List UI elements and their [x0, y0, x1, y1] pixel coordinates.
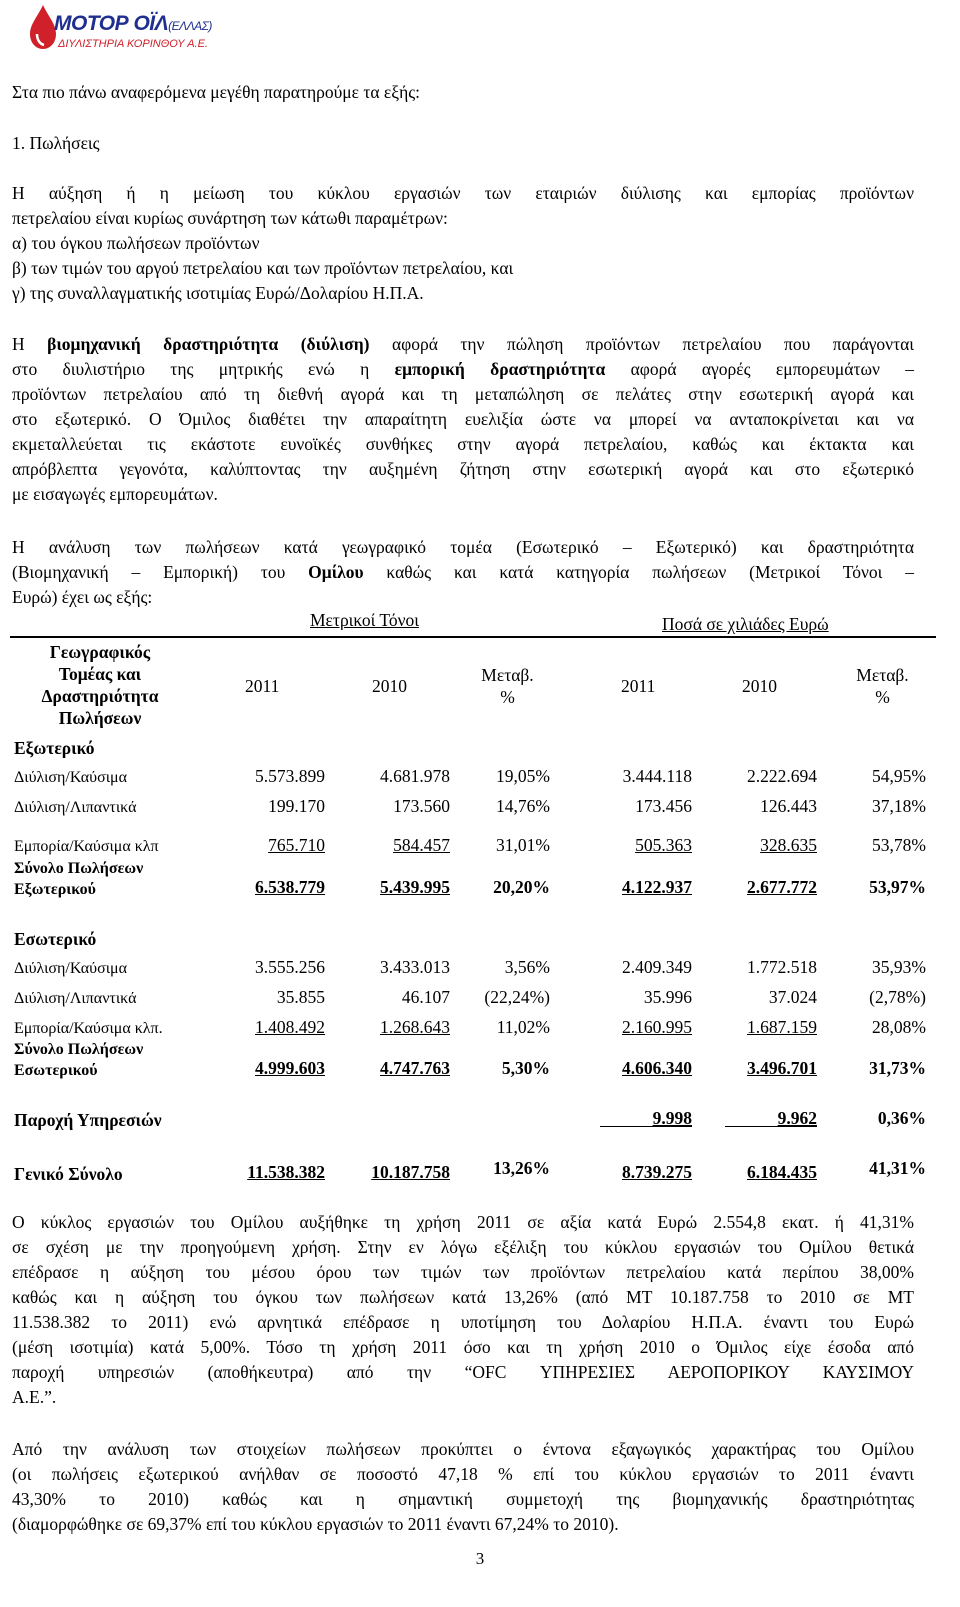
cell-tonnes-2011: 35.855: [276, 987, 325, 1007]
cell-tonnes-2011: 1.408.492: [255, 1017, 325, 1037]
row-label-grand-total: Γενικό Σύνολο: [14, 1164, 123, 1184]
section-foreign: Εξωτερικό: [14, 738, 95, 758]
cell-tonnes-change: 19,05%: [496, 766, 550, 786]
cell-tonnes-2010: 3.433.013: [380, 957, 450, 977]
cell-euro-2010: 126.443: [760, 796, 817, 816]
paragraph-line: καθώς και η αύξηση του όγκου των πωλήσεων κατά 13,26% (από ΜΤ 10.187.758 το 2010 σε ΜΤ: [12, 1287, 914, 1307]
page-number: 3: [475, 1549, 485, 1568]
cell-euro-change: 53,78%: [872, 835, 926, 855]
cell-tonnes-2010: 173.560: [393, 796, 450, 816]
cell-euro-2010: 9.962: [777, 1108, 817, 1128]
cell-euro-2011: 35.996: [643, 987, 692, 1007]
paragraph-line: σε σχέση με την προηγούμενη χρήση. Στην εν λόγω εξέλιξη του κύκλου εργασιών του Ομίλου θετικά: [12, 1237, 914, 1257]
cell-euro-2011: 3.444.118: [622, 766, 692, 786]
logo-title: ΜΟΤΟΡ ΟΪΛ(ΕΛΛΑΣ): [54, 12, 212, 35]
table-top-rule: [10, 636, 936, 638]
row-label-services: Παροχή Υπηρεσιών: [14, 1110, 162, 1130]
row-label: Διύλιση/Καύσιμα: [14, 960, 127, 977]
row-label-subtotal: Σύνολο Πωλήσεων Εσωτερικού: [14, 1041, 144, 1079]
cell-tonnes-2010: 10.187.758: [371, 1162, 450, 1182]
cell-tonnes-2010: 4.681.978: [380, 766, 450, 786]
paragraph-line: παροχή υπηρεσιών (αποθήκευτρα) από την “OFC ΥΠΗΡΕΣΙΕΣ ΑΕΡΟΠΟΡΙΚΟΥ ΚΑΥΣΙΜΟΥ: [12, 1362, 914, 1382]
paragraph-line: προϊόντων πετρελαίου από τη διεθνή αγορά και τη μεταπώληση σε πελάτες στην εσωτερική αγορά και: [12, 384, 914, 404]
paragraph-4: [12, 1210, 914, 1410]
group-header-euro: Ποσά σε χιλιάδες Ευρώ: [662, 614, 829, 634]
cell-tonnes-change: 20,20%: [493, 877, 550, 897]
paragraph-line: στο εξωτερικό. Ο Όμιλος διαθέτει την απαραίτητη ευελιξία ώστε να μπορεί να ανταποκρίνεται και να: [12, 409, 914, 429]
paragraph-line: 11.538.382 το 2011) ενώ αρνητικά επέδρασε η υποτίμηση του Δολαρίου Η.Π.Α. έναντι του Ευρώ: [12, 1312, 914, 1332]
paragraph-line: Η ανάλυση των πωλήσεων κατά γεωγραφικό τομέα (Εσωτερικό – Εξωτερικό) και δραστηριότητα: [12, 537, 914, 557]
col-header-tonnes-2010: 2010: [372, 676, 407, 696]
cell-euro-2010: 2.222.694: [747, 766, 817, 786]
cell-euro-2011: 8.739.275: [622, 1162, 692, 1182]
row-label-subtotal: Σύνολο Πωλήσεων Εξωτερικού: [14, 860, 144, 898]
cell-euro-2011: 4.122.937: [622, 877, 692, 897]
cell-euro-2010: 37.024: [768, 987, 817, 1007]
cell-euro-change: 41,31%: [869, 1158, 926, 1178]
cell-euro-2011: 505.363: [635, 835, 692, 855]
paragraph-line: απρόβλεπτα γεγονότα, καλύπτοντας την αυξημένη ζήτηση στην εσωτερική αγορά και στο εξωτερικό: [12, 459, 914, 479]
paragraph-line: Ευρώ) έχει ως εξής:: [12, 587, 153, 607]
cell-tonnes-change: 3,56%: [504, 957, 550, 977]
cell-tonnes-2011: 5.573.899: [255, 766, 325, 786]
paragraph-line: Η αύξηση ή η μείωση του κύκλου εργασιών των εταιριών διύλισης και εμπορίας προϊόντων: [12, 183, 914, 203]
cell-tonnes-change: 11,02%: [496, 1017, 550, 1037]
paragraph-line: γ) της συναλλαγματικής ισοτιμίας Ευρώ/Δολαρίου Η.Π.Α.: [12, 283, 424, 303]
cell-tonnes-2011: 6.538.779: [255, 877, 325, 897]
paragraph-line: (Βιομηχανική – Εμπορική) του Ομίλου καθώς και κατά κατηγορία πωλήσεων (Μετρικοί Τόνοι –: [12, 562, 914, 582]
paragraph-line: Από την ανάλυση των στοιχείων πωλήσεων προκύπτει ο έντονα εξαγωγικός χαρακτήρας του Ομίλου: [12, 1439, 914, 1459]
cell-tonnes-change: (22,24%): [484, 987, 550, 1007]
cell-tonnes-2011: 3.555.256: [255, 957, 325, 977]
logo-subtitle: ΔΙΥΛΙΣΤΗΡΙΑ ΚΟΡΙΝΘΟΥ Α.Ε.: [58, 38, 208, 50]
paragraph-3: [12, 535, 914, 610]
cell-euro-change: (2,78%): [869, 987, 926, 1007]
cell-euro-2010: 2.677.772: [747, 877, 817, 897]
company-logo: [28, 4, 218, 52]
paragraph-line: εκμεταλλεύεται τις εκάστοτε ευνοϊκές συνθήκες στην αγορά πετρελαίου, καθώς και έκτακτα και: [12, 434, 914, 454]
paragraph-line: με εισαγωγές εμπορευμάτων.: [12, 484, 218, 504]
row-label: Εμπορία/Καύσιμα κλπ: [14, 838, 159, 855]
paragraph-2: [12, 332, 914, 507]
cell-tonnes-2010: 584.457: [393, 835, 450, 855]
row-label: Διύλιση/Καύσιμα: [14, 769, 127, 786]
paragraph-line: 43,30% το 2010) καθώς και η σημαντική συμμετοχή της βιομηχανικής δραστηριότητας: [12, 1489, 914, 1509]
paragraph-5: [12, 1437, 914, 1537]
cell-euro-change: 37,18%: [872, 796, 926, 816]
cell-tonnes-change: 5,30%: [501, 1058, 550, 1078]
cell-euro-change: 54,95%: [872, 766, 926, 786]
col-header-tonnes-change: Μεταβ. %: [481, 665, 534, 707]
cell-euro-2010: 328.635: [760, 835, 817, 855]
paragraph-line: στο διυλιστήριο της μητρικής ενώ η εμπορική δραστηριότητα αφορά αγορές εμπορευμάτων –: [12, 359, 915, 379]
cell-tonnes-2011: 4.999.603: [255, 1058, 325, 1078]
cell-euro-change: 0,36%: [877, 1108, 926, 1128]
cell-tonnes-change: 31,01%: [496, 835, 550, 855]
row-label: Διύλιση/Λιπαντικά: [14, 799, 137, 816]
cell-euro-2010: 3.496.701: [747, 1058, 817, 1078]
cell-euro-2010: 6.184.435: [747, 1162, 817, 1182]
paragraph-line: Α.Ε.”.: [12, 1387, 57, 1407]
col-header-tonnes-2011: 2011: [245, 676, 280, 696]
paragraph-line: β) των τιμών του αργού πετρελαίου και των προϊόντων πετρελαίου, και: [12, 258, 514, 278]
col-header-euro-2011: 2011: [621, 676, 656, 696]
row-label: Εμπορία/Καύσιμα κλπ.: [14, 1020, 163, 1037]
paragraph-line: επέδρασε η αύξηση του μέσου όρου των τιμών των προϊόντων πετρελαίου κατά περίπου 38,00%: [12, 1262, 914, 1282]
cell-euro-2011: 2.160.995: [622, 1017, 692, 1037]
cell-tonnes-2010: 46.107: [401, 987, 450, 1007]
cell-tonnes-change: 13,26%: [493, 1158, 550, 1178]
cell-euro-2011: 4.606.340: [622, 1058, 692, 1078]
col-header-euro-change: Μεταβ. %: [856, 665, 909, 707]
paragraph-line: πετρελαίου είναι κυρίως συνάρτηση των κάτωθι παραμέτρων:: [12, 208, 448, 228]
cell-tonnes-change: 14,76%: [496, 796, 550, 816]
paragraph-line: (οι πωλήσεις εξωτερικού ανήλθαν σε ποσοστό 47,18 % επί του κύκλου εργασιών το 2011 έναντι: [12, 1464, 914, 1484]
paragraph-line: Ο κύκλος εργασιών του Ομίλου αυξήθηκε τη χρήση 2011 σε αξία κατά Ευρώ 2.554,8 εκατ. ή 41,31%: [12, 1212, 914, 1232]
group-header-tonnes: Μετρικοί Τόνοι: [310, 610, 419, 630]
paragraph-line: α) του όγκου πωλήσεων προϊόντων: [12, 233, 260, 253]
cell-tonnes-2010: 1.268.643: [380, 1017, 450, 1037]
cell-tonnes-2011: 11.538.382: [247, 1162, 325, 1182]
cell-euro-2011: 2.409.349: [622, 957, 692, 977]
cell-euro-change: 53,97%: [869, 877, 926, 897]
cell-tonnes-2011: 199.170: [268, 796, 325, 816]
col-header-euro-2010: 2010: [742, 676, 777, 696]
cell-euro-change: 31,73%: [869, 1058, 926, 1078]
cell-euro-change: 35,93%: [872, 957, 926, 977]
paragraph-1: [12, 181, 914, 306]
cell-euro-2010: 1.772.518: [747, 957, 817, 977]
cell-tonnes-2010: 4.747.763: [380, 1058, 450, 1078]
paragraph-line: (διαμορφώθηκε σε 69,37% επί του κύκλου εργασιών το 2011 έναντι 67,24% το 2010).: [12, 1514, 619, 1534]
cell-tonnes-2011: 765.710: [268, 835, 325, 855]
cell-euro-change: 28,08%: [872, 1017, 926, 1037]
cell-euro-2010: 1.687.159: [747, 1017, 817, 1037]
header-left: Γεωγραφικός Τομέας και Δραστηριότητα Πωλήσεων: [41, 642, 159, 728]
row-label: Διύλιση/Λιπαντικά: [14, 990, 137, 1007]
section-domestic: Εσωτερικό: [14, 929, 97, 949]
cell-tonnes-2010: 5.439.995: [380, 877, 450, 897]
section-heading: 1. Πωλήσεις: [12, 133, 100, 153]
paragraph-line: (μέση ισοτιμία) κατά 5,00%. Τόσο τη χρήση 2011 όσο και τη χρήση 2010 ο Όμιλος είχε έσοδα από: [12, 1337, 914, 1357]
paragraph-line: Η βιομηχανική δραστηριότητα (διύλιση) αφορά την πώληση προϊόντων πετρελαίου που παράγονται: [12, 334, 915, 354]
cell-euro-2011: 9.998: [652, 1108, 692, 1128]
cell-euro-2011: 173.456: [635, 796, 692, 816]
intro-text: Στα πιο πάνω αναφερόμενα μεγέθη παρατηρούμε τα εξής:: [12, 82, 421, 102]
